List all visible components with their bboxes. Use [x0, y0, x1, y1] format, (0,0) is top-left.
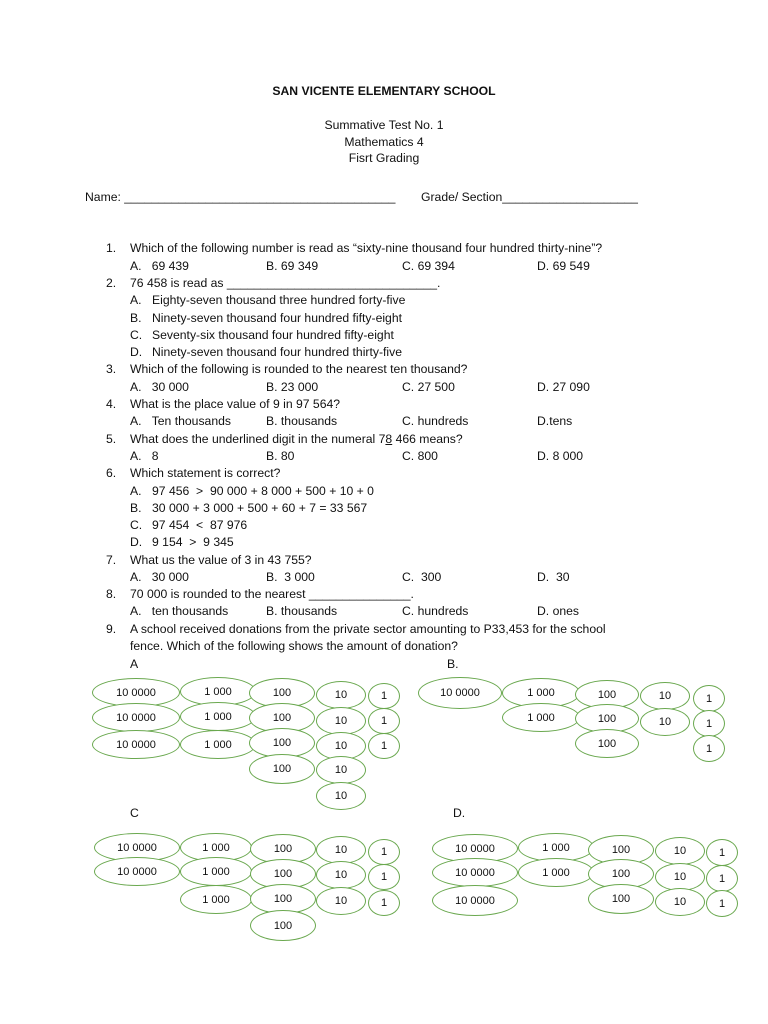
oval-one: 1 — [368, 890, 400, 916]
oval-thousand: 1 000 — [180, 677, 256, 706]
oval-one: 1 — [693, 685, 725, 712]
oval-ten-thousand: 10 0000 — [92, 730, 180, 759]
oval-ten: 10 — [316, 707, 366, 735]
oval-thousand: 1 000 — [518, 833, 594, 862]
oval-hundred: 100 — [575, 704, 639, 733]
oval-ten: 10 — [655, 888, 705, 916]
oval-hundred: 100 — [249, 754, 315, 784]
oval-ten: 10 — [640, 708, 690, 736]
oval-one: 1 — [368, 839, 400, 865]
oval-thousand: 1 000 — [180, 833, 252, 862]
oval-ten-thousand: 10 0000 — [94, 857, 180, 886]
oval-ten-thousand: 10 0000 — [432, 858, 518, 887]
choice-c-label: C — [130, 806, 139, 820]
oval-ten-thousand: 10 0000 — [418, 677, 502, 709]
oval-one: 1 — [706, 865, 738, 892]
oval-thousand: 1 000 — [180, 702, 256, 731]
oval-ten: 10 — [640, 682, 690, 710]
oval-one: 1 — [368, 683, 400, 709]
oval-thousand: 1 000 — [518, 858, 594, 887]
choice-b-label: B. — [447, 657, 459, 671]
school-name: SAN VICENTE ELEMENTARY SCHOOL — [272, 84, 496, 98]
oval-ten-thousand: 10 0000 — [432, 885, 518, 916]
oval-thousand: 1 000 — [502, 703, 580, 732]
oval-one: 1 — [706, 839, 738, 866]
test-title: Summative Test No. 1 — [324, 118, 444, 132]
oval-ten: 10 — [316, 861, 366, 889]
oval-hundred: 100 — [249, 728, 315, 758]
oval-ten: 10 — [316, 732, 366, 760]
oval-hundred: 100 — [250, 884, 316, 914]
oval-ten: 10 — [316, 887, 366, 915]
oval-ten: 10 — [316, 681, 366, 709]
oval-one: 1 — [368, 733, 400, 759]
oval-one: 1 — [368, 708, 400, 734]
grade-section-field: Grade/ Section____________________ — [421, 190, 638, 204]
choice-d-label: D. — [453, 806, 466, 820]
grading-period: Fisrt Grading — [348, 151, 420, 165]
oval-ten: 10 — [316, 782, 366, 810]
oval-one: 1 — [693, 735, 725, 762]
oval-hundred: 100 — [249, 678, 315, 708]
oval-ten: 10 — [316, 836, 366, 864]
oval-one: 1 — [706, 890, 738, 917]
oval-hundred: 100 — [250, 910, 316, 941]
oval-thousand: 1 000 — [180, 885, 252, 914]
oval-hundred: 100 — [575, 729, 639, 758]
oval-hundred: 100 — [249, 703, 315, 733]
oval-ten-thousand: 10 0000 — [432, 834, 518, 863]
oval-ten: 10 — [655, 837, 705, 865]
subject: Mathematics 4 — [344, 135, 424, 149]
choice-a-label: A — [130, 657, 139, 671]
oval-ten: 10 — [316, 756, 366, 784]
oval-thousand: 1 000 — [180, 730, 256, 759]
oval-one: 1 — [693, 710, 725, 737]
oval-hundred: 100 — [588, 859, 654, 889]
oval-thousand: 1 000 — [180, 857, 252, 886]
oval-one: 1 — [368, 864, 400, 890]
oval-hundred: 100 — [588, 884, 654, 914]
oval-ten-thousand: 10 0000 — [92, 703, 180, 732]
oval-thousand: 1 000 — [502, 678, 580, 708]
oval-hundred: 100 — [575, 680, 639, 709]
oval-hundred: 100 — [588, 835, 654, 865]
oval-ten-thousand: 10 0000 — [92, 678, 180, 707]
oval-hundred: 100 — [250, 834, 316, 864]
oval-ten-thousand: 10 0000 — [94, 833, 180, 862]
oval-hundred: 100 — [250, 859, 316, 889]
oval-ten: 10 — [655, 863, 705, 891]
name-field: Name: ________________________________________ — [85, 190, 396, 204]
